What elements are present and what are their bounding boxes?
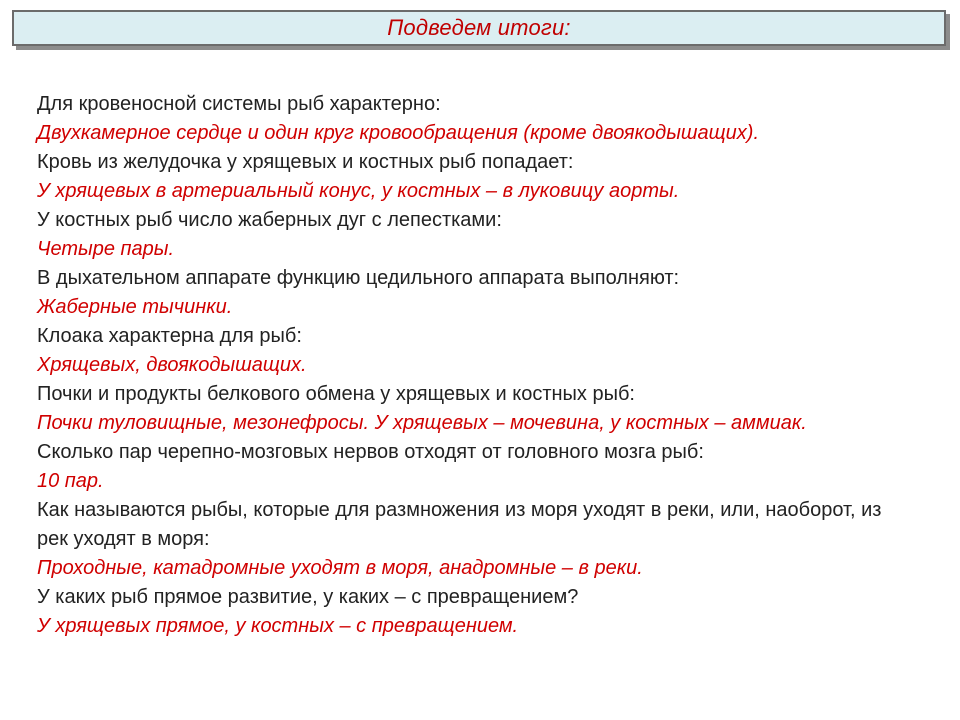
qa-item-6 (37, 380, 917, 438)
question-text: Почки и продукты белкового обмена у хрящевых и костных рыб: (37, 383, 635, 405)
question-text: Сколько пар черепно-мозговых нервов отходят от головного мозга рыб: (37, 441, 704, 463)
answer-text: У хрящевых прямое, у костных – с превращением. (37, 615, 519, 637)
answer-text: 10 пар. (37, 470, 104, 492)
answer-text: Проходные, катадромные уходят в моря, анадромные – в реки. (37, 557, 643, 579)
qa-item-4 (37, 264, 917, 322)
qa-item-7 (37, 438, 917, 496)
qa-item-2 (37, 148, 917, 206)
question-text: Для кровеносной системы рыб характерно: (37, 93, 441, 115)
qa-list (37, 90, 917, 641)
answer-text: Жаберные тычинки. (37, 296, 233, 318)
question-text: Как называются рыбы, которые для размножения из моря уходят в реки, или, наоборот, из рек уходят в моря: (37, 499, 882, 550)
question-text: У костных рыб число жаберных дуг с лепестками: (37, 209, 502, 231)
qa-item-5 (37, 322, 917, 380)
question-text: У каких рыб прямое развитие, у каких – с превращением? (37, 586, 579, 608)
answer-text: У хрящевых в артериальный конус, у костных – в луковицу аорты. (37, 180, 680, 202)
answer-text: Двухкамерное сердце и один круг кровообращения (кроме двоякодышащих). (37, 122, 760, 144)
question-text: Клоака характерна для рыб: (37, 325, 302, 347)
qa-item-9 (37, 583, 917, 641)
page-title: Подведем итоги: (387, 15, 571, 40)
qa-item-3 (37, 206, 917, 264)
question-text: В дыхательном аппарате функцию цедильного аппарата выполняют: (37, 267, 680, 289)
qa-item-1 (37, 90, 917, 148)
qa-item-8 (37, 496, 917, 583)
question-text: Кровь из желудочка у хрящевых и костных рыб попадает: (37, 151, 574, 173)
answer-text: Хрящевых, двоякодышащих. (37, 354, 307, 376)
title-banner (12, 10, 946, 46)
answer-text: Четыре пары. (37, 238, 175, 260)
answer-text: Почки туловищные, мезонефросы. У хрящевых – мочевина, у костных – аммиак. (37, 412, 807, 434)
